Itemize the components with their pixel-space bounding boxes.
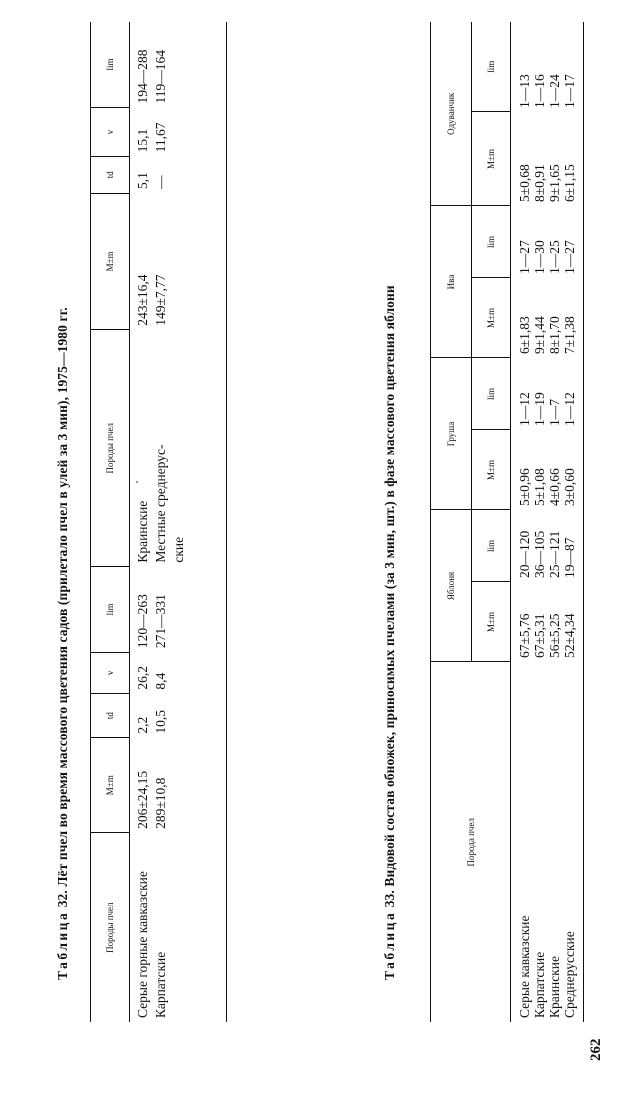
- t33-value-cell: 67±5,76: [517, 613, 532, 658]
- t33-value-cell: 6±1,83: [517, 316, 532, 354]
- t32-lim-cell: 194—288: [135, 49, 150, 104]
- t32-header-v-2: v: [91, 108, 130, 157]
- t33-value-cell: 9±1,44: [532, 316, 547, 354]
- t33-header-pear: Груша: [431, 358, 472, 510]
- table-row: [130, 22, 153, 1022]
- t33-header-apple: Яблоня: [431, 510, 472, 662]
- t33-value-cell: 5±1,08: [532, 468, 547, 506]
- t33-value-cell: 7±1,38: [562, 278, 584, 358]
- t33-header-dandelion: Одуванчик: [431, 22, 472, 206]
- table-33: [430, 22, 584, 1022]
- t33-value-cell: 25—121: [547, 530, 562, 578]
- t33-value-cell: 5±0,96: [517, 468, 532, 506]
- t33-breed-cell: Серые кавказские: [517, 915, 532, 1018]
- t32-header-v: v: [91, 652, 130, 694]
- page-number: 262: [588, 1038, 604, 1061]
- table-32-title: Лёт пчел во время массового цветения садов (прилетало пчел в улей за 3 мин), 1975—1980 гг.: [55, 307, 70, 887]
- table-row: [511, 22, 533, 1022]
- t32-lim-cell: 119—164: [153, 50, 168, 104]
- t32-header-td: td: [91, 694, 130, 738]
- t32-breed-cell: Краинские: [135, 500, 150, 563]
- t33-value-cell: 1—19: [532, 392, 547, 426]
- t32-td-cell: 10,5: [153, 709, 168, 734]
- t33-subheader-m: M±m: [472, 278, 511, 358]
- t32-breed-cell: Местные среднерус-: [153, 444, 168, 563]
- table-33-caption: [382, 285, 398, 980]
- t33-value-cell: 1—7: [547, 399, 562, 426]
- t33-value-cell: 1—12: [517, 392, 532, 426]
- t32-v-cell: 8,4: [153, 672, 168, 690]
- t32-td-cell: 5,1: [135, 172, 150, 190]
- t32-td-cell: 2,2: [135, 716, 150, 734]
- table-32: [90, 22, 227, 1022]
- t33-value-cell: 8±0,91: [532, 164, 547, 202]
- t33-value-cell: 6±1,15: [562, 112, 584, 206]
- t33-subheader-lim: lim: [472, 358, 511, 430]
- t33-breed-cell: Краинские: [547, 956, 562, 1018]
- t32-header-lim-2: lim: [91, 22, 130, 108]
- t33-subheader-lim: lim: [472, 22, 511, 112]
- t32-lim-cell: 120—263: [135, 594, 150, 649]
- t33-value-cell: 1—25: [547, 240, 562, 274]
- t32-m-cell: 149±7,77: [153, 274, 168, 326]
- t33-value-cell: 1—27: [517, 240, 532, 274]
- t33-value-cell: 3±0,60: [562, 430, 584, 510]
- t33-subheader-m: M±m: [472, 582, 511, 662]
- t33-value-cell: 1—16: [532, 74, 547, 108]
- table-row: [562, 22, 584, 1022]
- table-32-caption: [55, 307, 71, 980]
- t32-m-cell: 243±16,4: [135, 274, 150, 326]
- table-33-title: Видовой состав обножек, приносимых пчелами (за 3 мин, шт.) в фазе массового цветения яблони: [382, 285, 397, 887]
- t33-value-cell: 1—13: [517, 74, 532, 108]
- t33-value-cell: 1—30: [532, 240, 547, 274]
- t33-value-cell: 56±5,25: [547, 613, 562, 658]
- t33-breed-cell: Карпатские: [532, 951, 547, 1018]
- t33-value-cell: 1—27: [562, 206, 584, 278]
- t32-breed-cell: Карпатские: [153, 951, 168, 1018]
- t32-header-td-2: td: [91, 156, 130, 193]
- t32-breed-cell: Серые горные кавказские: [135, 871, 150, 1018]
- t33-value-cell: 1—17: [562, 22, 584, 112]
- t33-value-cell: 5±0,68: [517, 164, 532, 202]
- table-row: [170, 22, 227, 1022]
- t33-value-cell: 52±4,34: [562, 582, 584, 662]
- t33-value-cell: 1—24: [547, 74, 562, 108]
- t33-value-cell: 67±5,31: [532, 613, 547, 658]
- table-row: [547, 22, 562, 1022]
- t33-value-cell: 19—87: [562, 510, 584, 582]
- t33-subheader-m: M±m: [472, 430, 511, 510]
- t33-value-cell: 4±0,66: [547, 468, 562, 506]
- stray-dot: [136, 481, 138, 483]
- t32-v-cell: 11,67: [153, 122, 168, 153]
- t32-header-lim: lim: [91, 567, 130, 652]
- t33-subheader-m: M±m: [472, 112, 511, 206]
- t32-v-cell: 15,1: [135, 128, 150, 153]
- table-33-number: 33.: [382, 890, 397, 908]
- t32-lim-cell: 271—331: [153, 594, 168, 649]
- t32-td-cell: —: [153, 175, 168, 190]
- t32-header-breed: Породы пчел: [91, 833, 130, 1022]
- table-row: [532, 22, 547, 1022]
- t32-header-breed-2: Породы пчел: [91, 330, 130, 567]
- table-row: [152, 22, 170, 1022]
- t33-breed-cell: Среднерусские: [562, 662, 584, 1022]
- table-32-number: 32.: [55, 890, 70, 908]
- t33-subheader-lim: lim: [472, 510, 511, 582]
- table-33-label: Таблица: [382, 910, 397, 980]
- t32-breed-cell-continued: ские: [170, 330, 227, 567]
- table-32-label: Таблица: [55, 910, 70, 980]
- t32-m-cell: 206±24,15: [135, 770, 150, 829]
- t33-value-cell: 9±1,65: [547, 164, 562, 202]
- t33-value-cell: 8±1,70: [547, 316, 562, 354]
- t33-value-cell: 20—120: [517, 530, 532, 578]
- t33-header-breed: Порода пчел: [431, 662, 511, 1022]
- t33-subheader-lim: lim: [472, 206, 511, 278]
- t32-v-cell: 26,2: [135, 666, 150, 690]
- t33-value-cell: 36—105: [532, 530, 547, 578]
- t33-header-willow: Ива: [431, 206, 472, 358]
- t32-header-m-2: M±m: [91, 193, 130, 330]
- t32-header-m: M±m: [91, 738, 130, 833]
- t33-value-cell: 1—12: [562, 358, 584, 430]
- t32-m-cell: 289±10,8: [153, 777, 168, 829]
